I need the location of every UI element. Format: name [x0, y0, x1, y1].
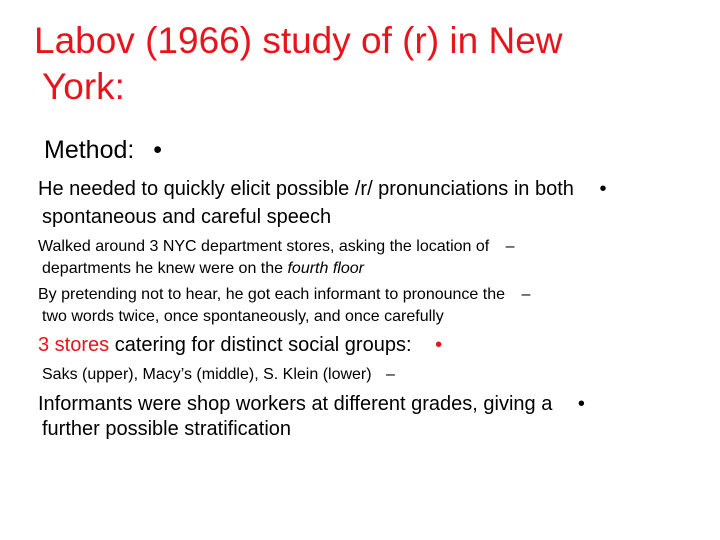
sub-item-1-line-1 — [38, 238, 515, 256]
bullet-icon: • — [577, 393, 585, 415]
slide-title — [34, 18, 634, 110]
sub-item-3-text: Saks (upper), Macy’s (middle), S. Klein (lower) — [42, 366, 372, 383]
sub-item-2-line-2: two words twice, once spontaneously, and once carefully — [42, 308, 444, 325]
sub-item-1-emphasis: fourth floor — [287, 260, 364, 277]
slide-title-line-2: York: — [42, 66, 125, 107]
dash-icon: – — [386, 366, 395, 383]
sub-item-1-text-2: departments he knew were on the — [42, 260, 288, 277]
bullet-item-3-line-2: further possible stratification — [42, 418, 292, 440]
sub-item-3 — [42, 366, 395, 384]
bullet-icon: • — [435, 334, 443, 356]
method-label: Method: — [44, 136, 135, 164]
slide-title-line-1: Labov (1966) study of (r) in New — [34, 20, 563, 61]
bullet-item-3-text-1: Informants were shop workers at different grades, giving a — [38, 393, 553, 415]
method-heading — [44, 136, 162, 165]
bullet-item-3-line-1 — [38, 393, 585, 416]
bullet-item-2 — [38, 334, 442, 357]
dash-icon: – — [521, 286, 531, 303]
sub-item-1-line-2 — [42, 260, 364, 278]
bullet-item-1-line-2: spontaneous and careful speech — [42, 206, 332, 228]
bullet-item-2-highlight: 3 stores — [38, 334, 110, 356]
bullet-item-2-text: catering for distinct social groups: — [109, 334, 412, 356]
sub-item-2-line-1 — [38, 286, 530, 304]
bullet-item-1-line-1 — [38, 178, 606, 201]
bullet-item-1-text-1: He needed to quickly elicit possible /r/ pronunciations in both — [38, 178, 574, 200]
bullet-icon: • — [599, 178, 607, 200]
bullet-icon: • — [153, 136, 163, 164]
sub-item-2-text-1: By pretending not to hear, he got each informant to pronounce the — [38, 286, 505, 303]
dash-icon: – — [505, 238, 515, 255]
sub-item-1-text-1: Walked around 3 NYC department stores, asking the location of — [38, 238, 490, 255]
